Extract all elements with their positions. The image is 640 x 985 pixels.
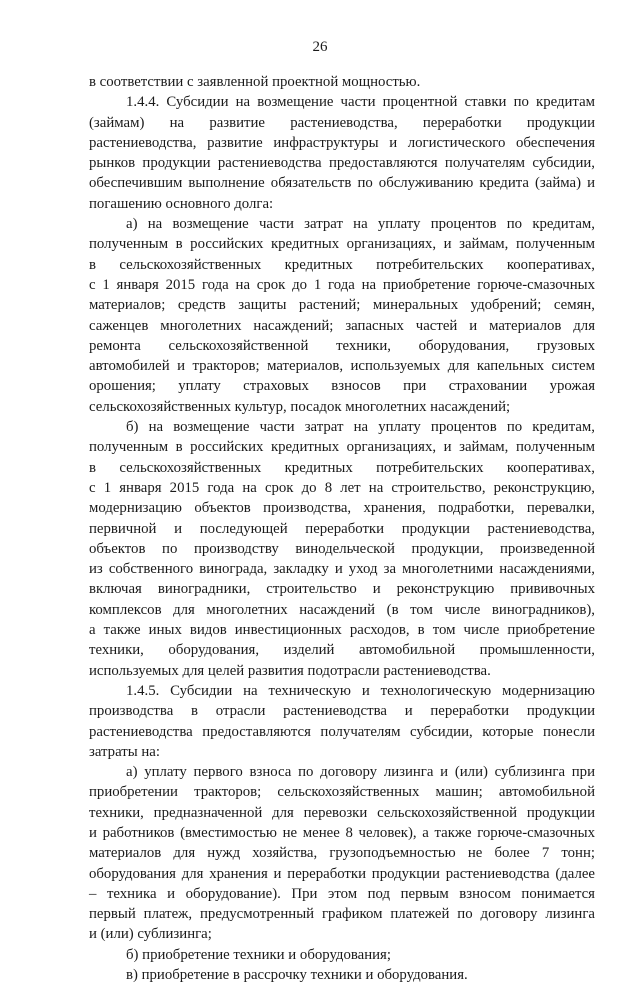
text-line: производства в отрасли растениеводства и переработки продукции [89,703,595,720]
text-line: саженцев многолетних насаждений; запасных частей и материалов для [89,317,595,334]
text-line: – техника и оборудование). При этом под первым взносом понимается [89,885,595,902]
text-line: используемых для целей развития подотрасли растениеводства. [89,662,491,679]
text-line: затраты на: [89,743,160,760]
text-line: полученным в российских кредитных организациях, и займам, полученным [89,439,595,456]
text-line: в сельскохозяйственных кредитных потребительских кооперативах, [89,256,595,273]
page-number: 26 [312,39,328,55]
text-line: материалов для нужд хозяйства, грузоподъемностью не более 7 тонн; [89,845,595,862]
text-line: обеспечившим выполнение обязательств по обслуживанию кредита (займа) и [89,175,595,192]
text-line: с 1 января 2015 года на срок до 1 года на приобретение горюче-смазочных [89,276,595,293]
text-line: ремонта сельскохозяйственной техники, оборудования, грузовых [89,337,595,354]
text-line: включая виноградники, строительство и реконструкцию прививочных [89,581,595,598]
text-line: сельскохозяйственных культур, посадок многолетних насаждений; [89,398,511,415]
text-line: растениеводства предоставляются получателям субсидии, которые понесли [89,723,595,740]
text-line: первый платеж, предусмотренный графиком платежей по договору лизинга [89,906,595,923]
text-line: из собственного винограда, закладку и уход за многолетними насаждениями, [89,561,595,578]
text-line: и (или) сублизинга; [89,926,212,943]
text-line: приобретении тракторов; сельскохозяйственных машин; автомобильной [89,784,595,801]
text-line: б) приобретение техники и оборудования; [126,946,391,963]
text-line: орошения; уплату страховых взносов при страховании урожая [89,378,595,395]
text-line: техники, оборудования, изделий автомобильной промышленности, [89,642,595,659]
text-line: погашению основного долга: [89,195,274,212]
text-line: а также иных видов инвестиционных расходов, в том числе приобретение [89,622,595,639]
text-line: а) на возмещение части затрат на уплату процентов по кредитам, [126,216,595,233]
text-line: в сельскохозяйственных кредитных потребительских кооперативах, [89,459,595,476]
text-line: первичной и последующей переработки продукции растениеводства, [89,520,595,537]
text-line: с 1 января 2015 года на срок до 8 лет на строительство, реконструкцию, [89,479,595,496]
text-line: модернизацию объектов производства, хранения, подработки, перевалки, [89,500,595,517]
text-line: оборудования для хранения и переработки продукции растениеводства (далее [89,865,595,882]
text-line: а) уплату первого взноса по договору лизинга и (или) сублизинга при [126,764,595,781]
text-line: в соответствии с заявленной проектной мощностью. [89,74,421,90]
text-line: техники, предназначенной для перевозки сельскохозяйственной продукции [89,804,595,821]
text-line: полученным в российских кредитных организациях, и займам, полученным [89,236,595,253]
text-line: материалов; средств защиты растений; минеральных удобрений; семян, [89,297,595,314]
text-line: в) приобретение в рассрочку техники и оборудования. [126,967,468,984]
text-line: 1.4.4. Субсидии на возмещение части процентной ставки по кредитам [126,94,595,111]
text-line: рынков продукции растениеводства предоставляются получателям субсидии, [89,155,595,172]
text-line: б) на возмещение части затрат на уплату процентов по кредитам, [126,419,595,436]
text-line: растениеводства, развитие инфраструктуры и логистического обеспечения [89,134,595,151]
text-line: (займам) на развитие растениеводства, переработки продукции [89,114,595,131]
text-line: комплексов для многолетних насаждений (в том числе виноградников), [89,601,595,618]
text-line: и работников (вместимостью не менее 8 человек), а также горюче-смазочных [89,824,595,841]
document-body [89,72,595,985]
text-line: 1.4.5. Субсидии на техническую и технологическую модернизацию [126,682,595,699]
text-line: автомобилей и тракторов; материалов, используемых для капельных систем [89,358,595,375]
text-line: объектов по производству винодельческой продукции, произведенной [89,540,595,557]
